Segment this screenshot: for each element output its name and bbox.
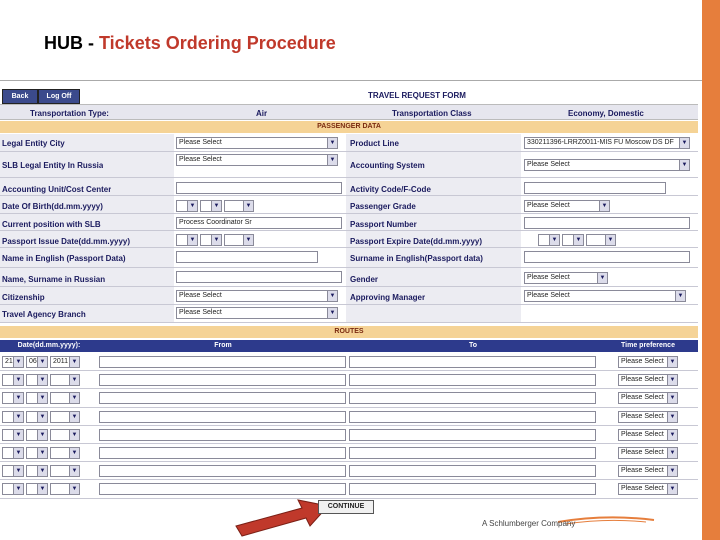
date-of-birth-label: Date Of Birth(dd.mm.yyyy) xyxy=(2,202,103,211)
passport-expire-date-label: Passport Expire Date(dd.mm.yyyy) xyxy=(350,237,483,246)
expire-month-select[interactable] xyxy=(562,234,584,246)
chevron-down-icon: ▼ xyxy=(667,484,677,494)
route-time-preference-select[interactable] xyxy=(618,392,678,404)
route-row xyxy=(0,389,698,407)
legal-entity-city-label: Legal Entity City xyxy=(2,139,65,148)
routes-section: ROUTES xyxy=(0,326,698,338)
activity-code-label: Activity Code/F-Code xyxy=(350,185,431,194)
chevron-down-icon: ▼ xyxy=(327,291,337,301)
select-value: Please Select xyxy=(527,274,570,281)
chevron-down-icon: ▼ xyxy=(13,484,23,494)
product-line-select[interactable] xyxy=(524,137,690,149)
chevron-down-icon: ▼ xyxy=(667,430,677,440)
select-value: Please Select xyxy=(621,449,664,456)
slide-title xyxy=(44,33,336,54)
chevron-down-icon: ▼ xyxy=(37,466,47,476)
select-value: Please Select xyxy=(527,161,570,168)
route-to-input[interactable] xyxy=(349,356,596,368)
name-english-input[interactable] xyxy=(176,251,318,263)
back-button[interactable]: Back xyxy=(2,89,38,104)
chevron-down-icon: ▼ xyxy=(679,138,689,148)
chevron-down-icon: ▼ xyxy=(37,375,47,385)
route-to-input[interactable] xyxy=(349,374,596,386)
select-value: Please Select xyxy=(621,376,664,384)
activity-code-input[interactable] xyxy=(524,182,666,194)
route-year-select[interactable] xyxy=(50,429,80,441)
route-time-preference-select[interactable] xyxy=(618,411,678,423)
chevron-down-icon: ▼ xyxy=(327,308,337,318)
select-value: Please Select xyxy=(179,309,222,316)
route-time-preference-select[interactable] xyxy=(618,447,678,459)
row-label-cell xyxy=(346,305,521,322)
select-value: Please Select xyxy=(621,412,664,420)
select-value: 2011 xyxy=(53,358,69,365)
approving-manager-select[interactable] xyxy=(524,290,686,302)
chevron-down-icon: ▼ xyxy=(327,138,337,148)
select-value: Please Select xyxy=(179,156,222,163)
route-from-input[interactable] xyxy=(99,356,346,368)
passport-issue-date-label: Passport Issue Date(dd.mm.yyyy) xyxy=(2,237,131,246)
chevron-down-icon: ▼ xyxy=(13,430,23,440)
route-day-select[interactable] xyxy=(2,465,24,477)
passenger-grade-label: Passenger Grade xyxy=(350,202,416,211)
chevron-down-icon: ▼ xyxy=(69,357,79,367)
route-to-input[interactable] xyxy=(349,447,596,459)
company-footer: A Schlumberger Company xyxy=(482,519,576,528)
select-value: Please Select xyxy=(621,467,664,475)
route-from-input[interactable] xyxy=(99,392,346,404)
select-value: Please Select xyxy=(621,394,664,402)
route-day-select[interactable] xyxy=(2,356,24,368)
route-to-input[interactable] xyxy=(349,483,596,495)
surname-english-label: Surname in English(Passport data) xyxy=(350,254,483,263)
route-month-select[interactable] xyxy=(26,374,48,386)
title-divider xyxy=(0,80,702,81)
surname-english-input[interactable] xyxy=(524,251,690,263)
route-month-select[interactable] xyxy=(26,429,48,441)
route-row xyxy=(0,353,698,371)
expire-year-select[interactable] xyxy=(586,234,616,246)
continue-button[interactable]: CONTINUE xyxy=(318,500,374,514)
chevron-down-icon: ▼ xyxy=(327,155,337,165)
chevron-down-icon: ▼ xyxy=(13,357,23,367)
chevron-down-icon: ▼ xyxy=(211,201,221,211)
route-year-select[interactable] xyxy=(50,411,80,423)
chevron-down-icon: ▼ xyxy=(667,393,677,403)
route-day-select[interactable] xyxy=(2,374,24,386)
route-day-select[interactable] xyxy=(2,447,24,459)
chevron-down-icon: ▼ xyxy=(667,466,677,476)
chevron-down-icon: ▼ xyxy=(69,448,79,458)
route-day-select[interactable] xyxy=(2,392,24,404)
route-from-input[interactable] xyxy=(99,411,346,423)
chevron-down-icon: ▼ xyxy=(243,235,253,245)
route-day-select[interactable] xyxy=(2,483,24,495)
form-row-citizenship xyxy=(0,287,698,305)
select-value: Please Select xyxy=(527,202,570,209)
route-year-select[interactable] xyxy=(50,374,80,386)
route-day-select[interactable] xyxy=(2,411,24,423)
route-row xyxy=(0,371,698,389)
logoff-button[interactable]: Log Off xyxy=(38,89,80,104)
passenger-grade-select[interactable] xyxy=(524,200,610,212)
route-row xyxy=(0,408,698,426)
name-russian-input[interactable] xyxy=(176,271,342,283)
chevron-down-icon: ▼ xyxy=(69,393,79,403)
dob-day-select[interactable] xyxy=(176,200,198,212)
dob-month-select[interactable] xyxy=(200,200,222,212)
route-month-select[interactable] xyxy=(26,447,48,459)
select-value: Please Select xyxy=(527,292,570,299)
gender-select[interactable] xyxy=(524,272,608,284)
form-title: TRAVEL REQUEST FORM xyxy=(368,91,466,100)
select-value: Please Select xyxy=(621,430,664,438)
name-english-label: Name in English (Passport Data) xyxy=(2,254,126,263)
approving-manager-label: Approving Manager xyxy=(350,293,426,302)
route-to-input[interactable] xyxy=(349,411,596,423)
select-value: Please Select xyxy=(179,292,222,299)
chevron-down-icon: ▼ xyxy=(549,235,559,245)
route-to-input[interactable] xyxy=(349,429,596,441)
routes-time-header: Time preference xyxy=(621,342,675,349)
chevron-down-icon: ▼ xyxy=(69,430,79,440)
chevron-down-icon: ▼ xyxy=(187,235,197,245)
route-year-select[interactable] xyxy=(50,447,80,459)
name-russian-label: Name, Surname in Russian xyxy=(2,275,106,284)
chevron-down-icon: ▼ xyxy=(37,412,47,422)
chevron-down-icon: ▼ xyxy=(243,201,253,211)
gender-label: Gender xyxy=(350,275,379,284)
route-to-input[interactable] xyxy=(349,392,596,404)
route-row xyxy=(0,444,698,462)
form-row-passport-dates xyxy=(0,231,698,248)
select-value: Please Select xyxy=(179,139,222,146)
passport-number-label: Passport Number xyxy=(350,220,417,229)
route-time-preference-select[interactable] xyxy=(618,483,678,495)
chevron-down-icon: ▼ xyxy=(37,393,47,403)
transport-header-row xyxy=(0,104,698,120)
accounting-unit-input[interactable] xyxy=(176,182,342,194)
select-value: Please Select xyxy=(621,485,664,493)
form-row-name-russian xyxy=(0,268,698,287)
chevron-down-icon: ▼ xyxy=(13,448,23,458)
accounting-system-select[interactable] xyxy=(524,159,690,171)
route-to-input[interactable] xyxy=(349,465,596,477)
select-value: Please Select xyxy=(621,358,664,365)
form-row-travel-agency xyxy=(0,305,698,323)
product-line-label: Product Line xyxy=(350,139,399,148)
chevron-down-icon: ▼ xyxy=(69,466,79,476)
form-row-date-of-birth xyxy=(0,196,698,214)
route-time-preference-select[interactable] xyxy=(618,374,678,386)
chevron-down-icon: ▼ xyxy=(69,484,79,494)
chevron-down-icon: ▼ xyxy=(69,412,79,422)
chevron-down-icon: ▼ xyxy=(679,160,689,170)
chevron-down-icon: ▼ xyxy=(13,393,23,403)
route-month-select[interactable] xyxy=(26,392,48,404)
transportation-type-label: Transportation Type: xyxy=(30,109,109,118)
form-row-legal-entity-city xyxy=(0,134,698,152)
chevron-down-icon: ▼ xyxy=(667,357,677,367)
route-from-input[interactable] xyxy=(99,483,346,495)
accounting-system-label: Accounting System xyxy=(350,161,425,170)
route-month-select[interactable] xyxy=(26,411,48,423)
slb-legal-entity-select[interactable] xyxy=(176,154,338,166)
route-year-select[interactable] xyxy=(50,392,80,404)
route-year-select[interactable] xyxy=(50,465,80,477)
route-row xyxy=(0,480,698,498)
transportation-type-value: Air xyxy=(256,109,268,118)
routes-date-header: Date(dd.mm.yyyy): xyxy=(17,342,81,349)
route-year-select[interactable] xyxy=(50,356,80,368)
chevron-down-icon: ▼ xyxy=(211,235,221,245)
route-time-preference-select[interactable] xyxy=(618,356,678,368)
route-from-input[interactable] xyxy=(99,465,346,477)
routes-to-header: To xyxy=(468,342,478,349)
accounting-unit-label: Accounting Unit/Cost Center xyxy=(2,185,112,194)
form-row-name-english xyxy=(0,248,698,268)
chevron-down-icon: ▼ xyxy=(37,484,47,494)
chevron-down-icon: ▼ xyxy=(13,375,23,385)
chevron-down-icon: ▼ xyxy=(573,235,583,245)
slide-accent-bar xyxy=(702,0,720,540)
chevron-down-icon: ▼ xyxy=(667,448,677,458)
select-value: 21 xyxy=(5,358,13,365)
form-row-slb-legal-entity xyxy=(0,152,698,178)
chevron-down-icon: ▼ xyxy=(605,235,615,245)
select-value: 330211396-LRRZ0011-MIS FU Moscow DS DF xyxy=(527,139,674,146)
current-position-input[interactable]: Process Coordinator Sr xyxy=(176,217,342,229)
transportation-class-label: Transportation Class xyxy=(392,109,472,118)
route-from-input[interactable] xyxy=(99,374,346,386)
chevron-down-icon: ▼ xyxy=(13,412,23,422)
route-from-input[interactable] xyxy=(99,429,346,441)
expire-day-select[interactable] xyxy=(538,234,560,246)
current-position-label: Current position with SLB xyxy=(2,220,101,229)
route-from-input[interactable] xyxy=(99,447,346,459)
route-month-select[interactable] xyxy=(26,483,48,495)
chevron-down-icon: ▼ xyxy=(13,466,23,476)
select-value: 06 xyxy=(29,358,37,365)
route-day-select[interactable] xyxy=(2,429,24,441)
slide-title-prefix: HUB - xyxy=(44,33,99,53)
chevron-down-icon: ▼ xyxy=(187,201,197,211)
transportation-class-value: Economy, Domestic xyxy=(568,109,644,118)
chevron-down-icon: ▼ xyxy=(37,448,47,458)
chevron-down-icon: ▼ xyxy=(37,357,47,367)
chevron-down-icon: ▼ xyxy=(599,201,609,211)
travel-agency-label: Travel Agency Branch xyxy=(2,310,86,319)
route-year-select[interactable] xyxy=(50,483,80,495)
chevron-down-icon: ▼ xyxy=(69,375,79,385)
form-row-accounting-unit xyxy=(0,178,698,196)
issue-year-select[interactable] xyxy=(224,234,254,246)
travel-agency-select[interactable] xyxy=(176,307,338,319)
chevron-down-icon: ▼ xyxy=(667,375,677,385)
route-time-preference-select[interactable] xyxy=(618,465,678,477)
slb-legal-entity-label: SLB Legal Entity In Russia xyxy=(2,161,104,170)
chevron-down-icon: ▼ xyxy=(667,412,677,422)
citizenship-label: Citizenship xyxy=(2,293,45,302)
issue-day-select[interactable] xyxy=(176,234,198,246)
passenger-data-section: PASSENGER DATA xyxy=(0,121,698,133)
form-row-current-position xyxy=(0,214,698,231)
legal-entity-city-select[interactable] xyxy=(176,137,338,149)
route-month-select[interactable] xyxy=(26,465,48,477)
chevron-down-icon: ▼ xyxy=(675,291,685,301)
chevron-down-icon: ▼ xyxy=(37,430,47,440)
route-month-select[interactable] xyxy=(26,356,48,368)
passport-number-input[interactable] xyxy=(524,217,690,229)
route-row xyxy=(0,462,698,480)
dob-year-select[interactable] xyxy=(224,200,254,212)
routes-header xyxy=(0,340,698,352)
citizenship-select[interactable] xyxy=(176,290,338,302)
chevron-down-icon: ▼ xyxy=(597,273,607,283)
route-time-preference-select[interactable] xyxy=(618,429,678,441)
issue-month-select[interactable] xyxy=(200,234,222,246)
routes-from-header: From xyxy=(214,342,232,349)
route-row xyxy=(0,426,698,444)
slide-title-main: Tickets Ordering Procedure xyxy=(99,33,336,53)
